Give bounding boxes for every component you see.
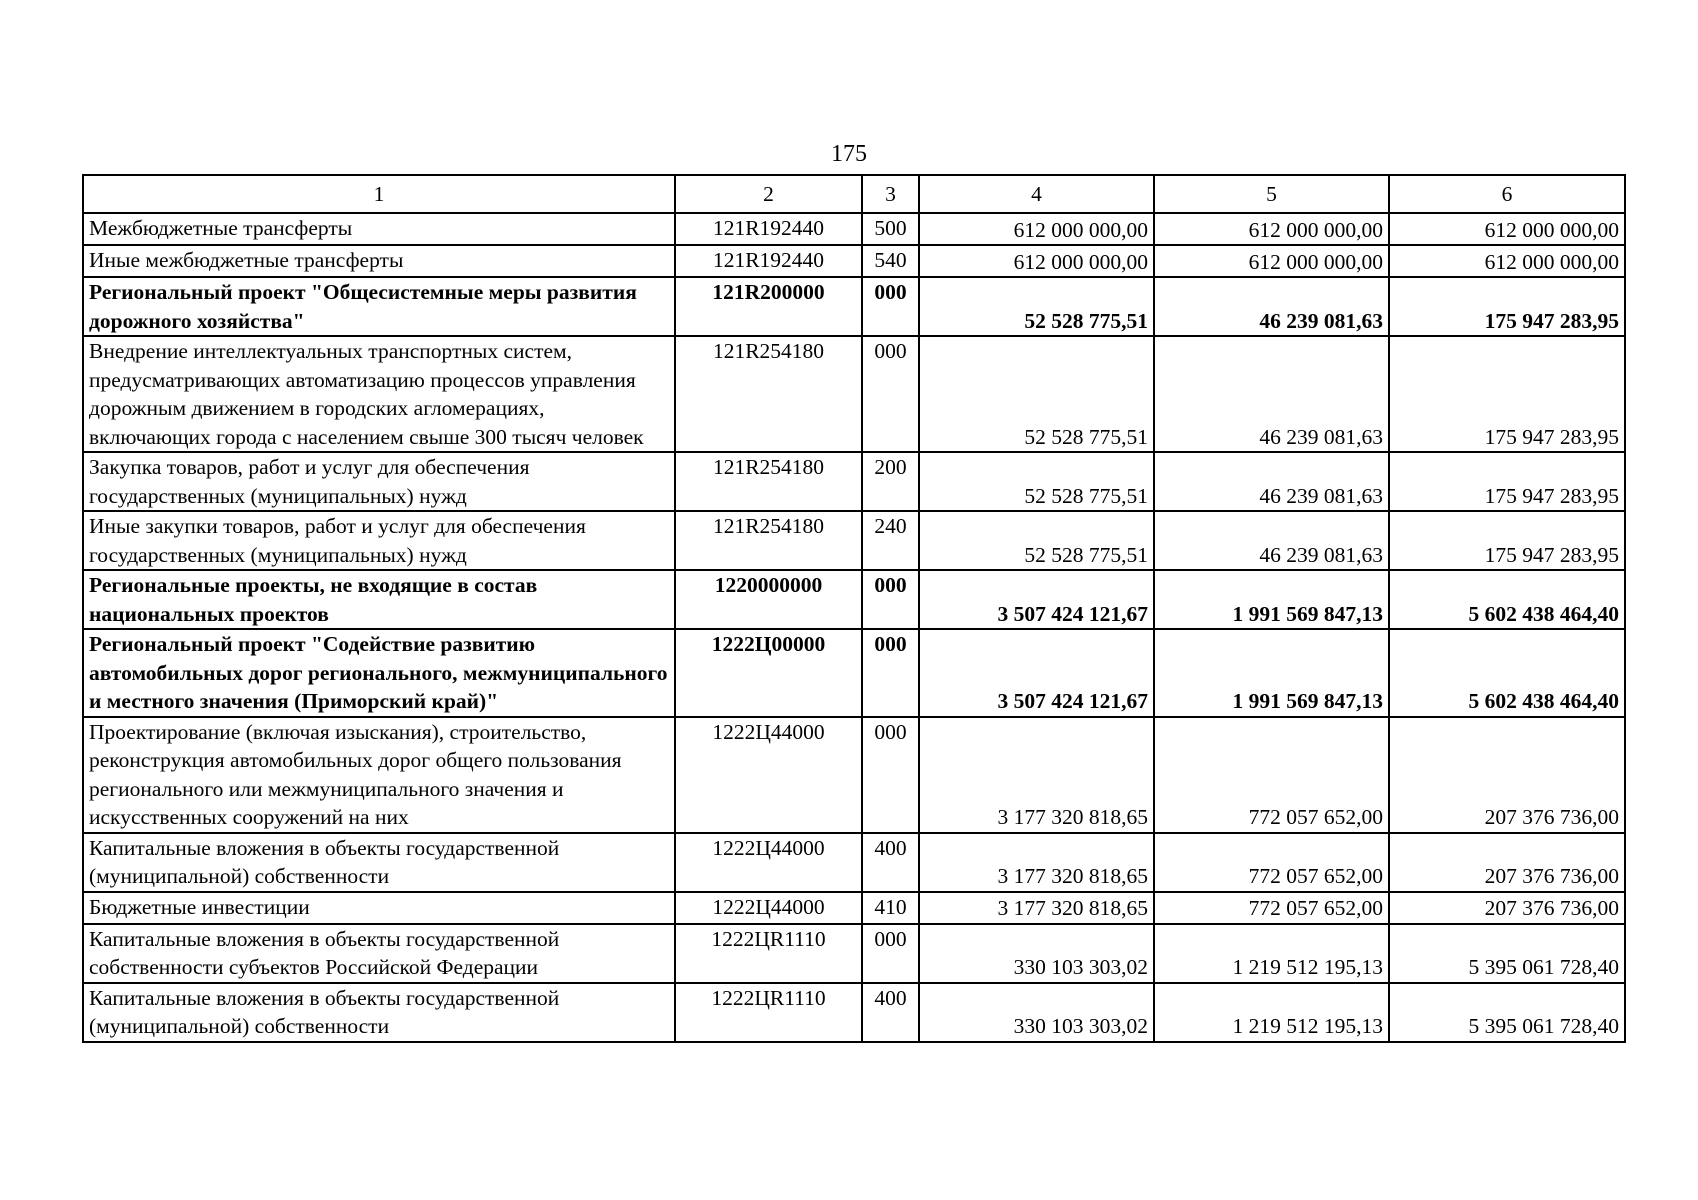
row-code: 121R254180	[675, 336, 862, 452]
column-header: 2	[675, 175, 862, 213]
row-expense-type: 000	[862, 336, 919, 452]
row-expense-type: 000	[862, 629, 919, 717]
column-header: 1	[83, 175, 675, 213]
column-header: 3	[862, 175, 919, 213]
row-code: 1222Ц44000	[675, 833, 862, 892]
row-amount-col6: 5 602 438 464,40	[1389, 629, 1625, 717]
row-amount-col5: 46 239 081,63	[1154, 511, 1389, 570]
table-row	[83, 336, 1625, 452]
row-amount-col6: 5 395 061 728,40	[1389, 983, 1625, 1042]
row-amount-col4: 3 177 320 818,65	[919, 833, 1154, 892]
row-amount-col5: 1 991 569 847,13	[1154, 629, 1389, 717]
row-code: 1222Ц44000	[675, 717, 862, 833]
row-amount-col6: 175 947 283,95	[1389, 452, 1625, 511]
row-name: Иные закупки товаров, работ и услуг для обеспечения государственных (муниципальных) нужд	[83, 511, 675, 570]
row-amount-col5: 772 057 652,00	[1154, 717, 1389, 833]
row-amount-col4: 3 507 424 121,67	[919, 570, 1154, 629]
table-row	[83, 452, 1625, 511]
page-number: 175	[831, 141, 867, 167]
row-code: 121R200000	[675, 277, 862, 336]
row-amount-col6: 5 602 438 464,40	[1389, 570, 1625, 629]
row-amount-col6: 612 000 000,00	[1389, 213, 1625, 245]
row-name: Капитальные вложения в объекты государственной собственности субъектов Российской Федерации	[83, 924, 675, 983]
table-row	[83, 277, 1625, 336]
row-expense-type: 000	[862, 570, 919, 629]
row-name: Капитальные вложения в объекты государственной (муниципальной) собственности	[83, 983, 675, 1042]
row-name: Бюджетные инвестиции	[83, 892, 675, 924]
row-amount-col5: 612 000 000,00	[1154, 213, 1389, 245]
row-amount-col5: 1 219 512 195,13	[1154, 983, 1389, 1042]
row-amount-col4: 612 000 000,00	[919, 245, 1154, 277]
column-header: 6	[1389, 175, 1625, 213]
row-code: 1220000000	[675, 570, 862, 629]
row-amount-col5: 46 239 081,63	[1154, 277, 1389, 336]
row-expense-type: 000	[862, 717, 919, 833]
row-name: Закупка товаров, работ и услуг для обеспечения государственных (муниципальных) нужд	[83, 452, 675, 511]
row-expense-type: 410	[862, 892, 919, 924]
column-header: 4	[919, 175, 1154, 213]
row-amount-col4: 52 528 775,51	[919, 336, 1154, 452]
row-amount-col6: 207 376 736,00	[1389, 833, 1625, 892]
row-amount-col6: 175 947 283,95	[1389, 511, 1625, 570]
row-amount-col4: 52 528 775,51	[919, 452, 1154, 511]
row-amount-col5: 1 991 569 847,13	[1154, 570, 1389, 629]
row-code: 121R192440	[675, 213, 862, 245]
row-expense-type: 240	[862, 511, 919, 570]
table-row	[83, 570, 1625, 629]
row-amount-col4: 52 528 775,51	[919, 277, 1154, 336]
row-amount-col6: 207 376 736,00	[1389, 892, 1625, 924]
row-code: 121R192440	[675, 245, 862, 277]
row-amount-col5: 1 219 512 195,13	[1154, 924, 1389, 983]
row-amount-col5: 612 000 000,00	[1154, 245, 1389, 277]
row-name: Межбюджетные трансферты	[83, 213, 675, 245]
row-amount-col5: 772 057 652,00	[1154, 833, 1389, 892]
row-name: Проектирование (включая изыскания), строительство, реконструкция автомобильных дорог общего пользования регионального или межмуниципального значения и искусственных сооружений на них	[83, 717, 675, 833]
row-expense-type: 200	[862, 452, 919, 511]
row-code: 121R254180	[675, 511, 862, 570]
row-amount-col4: 3 507 424 121,67	[919, 629, 1154, 717]
row-name: Внедрение интеллектуальных транспортных систем, предусматривающих автоматизацию процессов управления дорожным движением в городских агломерациях, включающих города с населением свыше 300 тысяч человек	[83, 336, 675, 452]
row-expense-type: 400	[862, 983, 919, 1042]
table-row	[83, 924, 1625, 983]
row-amount-col6: 175 947 283,95	[1389, 277, 1625, 336]
row-expense-type: 540	[862, 245, 919, 277]
row-name: Региональный проект "Содействие развитию автомобильных дорог регионального, межмуниципального и местного значения (Приморский край)"	[83, 629, 675, 717]
table-row	[83, 213, 1625, 245]
row-expense-type: 000	[862, 277, 919, 336]
row-amount-col6: 175 947 283,95	[1389, 336, 1625, 452]
column-header: 5	[1154, 175, 1389, 213]
row-name: Региональные проекты, не входящие в состав национальных проектов	[83, 570, 675, 629]
row-code: 121R254180	[675, 452, 862, 511]
row-expense-type: 000	[862, 924, 919, 983]
row-amount-col6: 612 000 000,00	[1389, 245, 1625, 277]
row-amount-col4: 3 177 320 818,65	[919, 892, 1154, 924]
row-code: 1222Ц44000	[675, 892, 862, 924]
row-amount-col5: 46 239 081,63	[1154, 336, 1389, 452]
row-name: Иные межбюджетные трансферты	[83, 245, 675, 277]
table-row	[83, 983, 1625, 1042]
table-row	[83, 511, 1625, 570]
row-code: 1222ЦR1110	[675, 983, 862, 1042]
row-amount-col4: 612 000 000,00	[919, 213, 1154, 245]
table-header-row	[83, 175, 1625, 213]
row-amount-col4: 330 103 303,02	[919, 924, 1154, 983]
row-amount-col5: 46 239 081,63	[1154, 452, 1389, 511]
row-amount-col4: 52 528 775,51	[919, 511, 1154, 570]
row-name: Капитальные вложения в объекты государственной (муниципальной) собственности	[83, 833, 675, 892]
table-row	[83, 717, 1625, 833]
table-row	[83, 629, 1625, 717]
row-amount-col6: 207 376 736,00	[1389, 717, 1625, 833]
row-code: 1222ЦR1110	[675, 924, 862, 983]
row-expense-type: 400	[862, 833, 919, 892]
row-expense-type: 500	[862, 213, 919, 245]
row-amount-col5: 772 057 652,00	[1154, 892, 1389, 924]
table-row	[83, 833, 1625, 892]
row-code: 1222Ц00000	[675, 629, 862, 717]
row-amount-col6: 5 395 061 728,40	[1389, 924, 1625, 983]
row-name: Региональный проект "Общесистемные меры развития дорожного хозяйства"	[83, 277, 675, 336]
budget-table	[82, 174, 1626, 1043]
table-row	[83, 245, 1625, 277]
row-amount-col4: 3 177 320 818,65	[919, 717, 1154, 833]
row-amount-col4: 330 103 303,02	[919, 983, 1154, 1042]
table-row	[83, 892, 1625, 924]
